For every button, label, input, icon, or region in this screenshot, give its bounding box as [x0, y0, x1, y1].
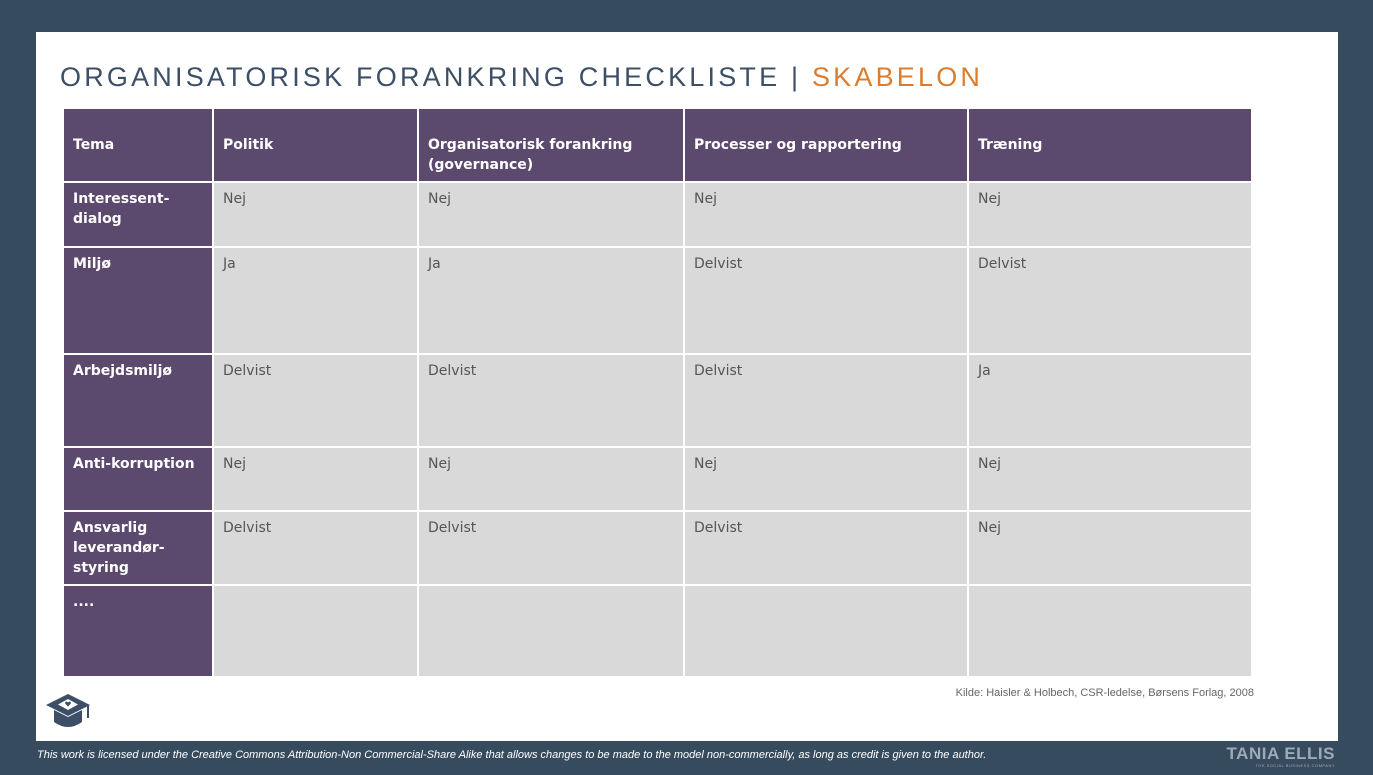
brand-logo	[1227, 745, 1335, 768]
table-cell: Nej	[684, 182, 968, 247]
row-label: ....	[63, 585, 213, 677]
table-cell: Nej	[968, 182, 1252, 247]
table-cell: Nej	[418, 182, 684, 247]
table-cell: Delvist	[968, 247, 1252, 354]
table-cell: Delvist	[213, 511, 418, 585]
row-label: Interessent-dialog	[63, 182, 213, 247]
table-cell: Nej	[418, 447, 684, 511]
table-cell	[418, 585, 684, 677]
table-cell: Delvist	[684, 354, 968, 447]
table-row	[63, 354, 1252, 447]
table-cell: Nej	[213, 182, 418, 247]
title-main: ORGANISATORISK FORANKRING CHECKLISTE	[60, 62, 781, 92]
row-label: Anti-korruption	[63, 447, 213, 511]
table-cell: Delvist	[684, 247, 968, 354]
license-text: This work is licensed under the Creative Commons Attribution-Non Commercial-Share Alike that allows changes to be made to the model non-commercially, as long as credit is given to the author.	[37, 749, 987, 761]
header-tema: Tema	[63, 108, 213, 182]
table-cell	[684, 585, 968, 677]
table-cell: Ja	[418, 247, 684, 354]
table-row	[63, 511, 1252, 585]
brand-tagline: THE SOCIAL BUSINESS COMPANY	[1255, 763, 1335, 768]
table-cell: Nej	[968, 447, 1252, 511]
row-label: Miljø	[63, 247, 213, 354]
title-accent: SKABELON	[811, 62, 984, 92]
table-cell: Nej	[213, 447, 418, 511]
header-traening: Træning	[968, 108, 1252, 182]
table-cell: Delvist	[418, 511, 684, 585]
table-cell: Ja	[213, 247, 418, 354]
table-cell: Delvist	[684, 511, 968, 585]
graduation-cap-icon	[44, 692, 92, 734]
table-row	[63, 585, 1252, 677]
header-processer: Processer og rapportering	[684, 108, 968, 182]
table-cell: Nej	[968, 511, 1252, 585]
checklist-table	[62, 107, 1253, 678]
table-header-row	[63, 108, 1252, 182]
title-separator: |	[791, 62, 802, 92]
source-citation: Kilde: Haisler & Holbech, CSR-ledelse, Børsens Forlag, 2008	[955, 687, 1254, 699]
table-cell: Delvist	[213, 354, 418, 447]
header-politik: Politik	[213, 108, 418, 182]
table-cell: Delvist	[418, 354, 684, 447]
header-organisatorisk-forankring: Organisatorisk forankring (governance)	[418, 108, 684, 182]
table-row	[63, 447, 1252, 511]
table-row	[63, 182, 1252, 247]
row-label: Arbejdsmiljø	[63, 354, 213, 447]
table-cell: Nej	[684, 447, 968, 511]
table-cell	[213, 585, 418, 677]
slide-title	[60, 62, 983, 93]
table-cell: Ja	[968, 354, 1252, 447]
brand-name: TANIA ELLIS	[1226, 744, 1335, 763]
table-row	[63, 247, 1252, 354]
slide	[36, 32, 1338, 741]
row-label: Ansvarlig leverandør-styring	[63, 511, 213, 585]
table-cell	[968, 585, 1252, 677]
